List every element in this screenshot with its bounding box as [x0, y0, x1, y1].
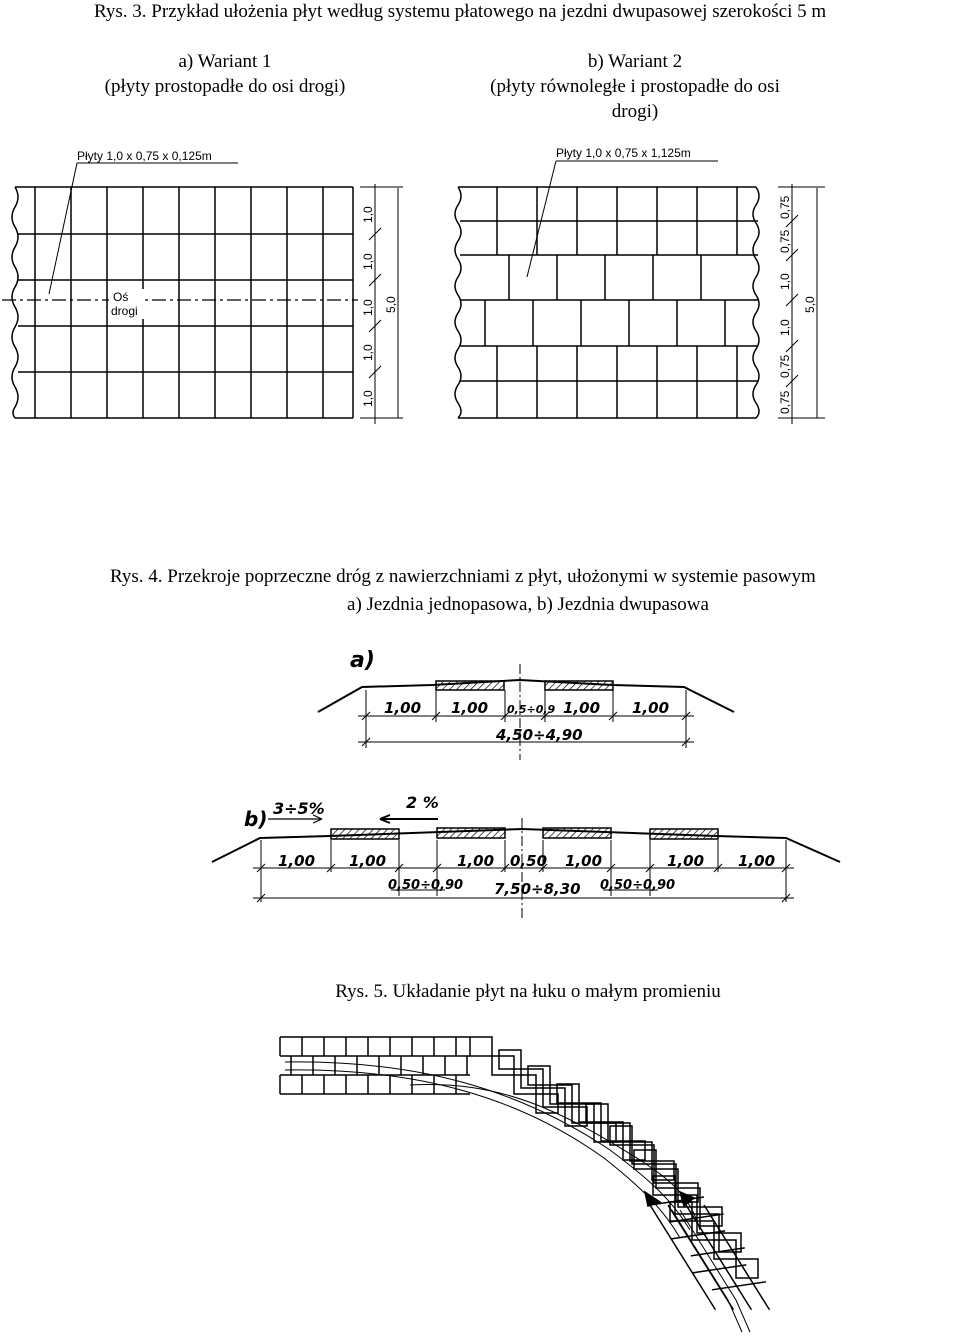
- cross-section-b-dim-1: 1,00: [278, 852, 316, 870]
- cross-section-a-dim-4: 1,00: [563, 699, 601, 717]
- curve-plate: [586, 1104, 608, 1123]
- cross-section-b-dim-3: 1,00: [457, 852, 495, 870]
- fig3-caption: Rys. 3. Przykład ułożenia płyt według systemu płatowego na jezdni dwupasowej szerokości 5 m: [94, 1, 827, 22]
- cross-section-b-label: b): [244, 807, 268, 831]
- variant-a-dim-total: 5,0: [384, 296, 398, 313]
- cross-section-b-dim-4: 0,50: [510, 852, 548, 870]
- curve-plate: [470, 1037, 492, 1056]
- fig4-caption-line2: a) Jezdnia jednopasowa, b) Jezdnia dwupasowa: [347, 594, 709, 615]
- variant-b-dim-5: 0,75: [778, 354, 792, 378]
- cross-section-a-dim-total: 4,50÷4,90: [496, 726, 583, 744]
- fig4-caption-line1: Rys. 4. Przekroje poprzeczne dróg z nawierzchniami z płyt, ułożonymi w systemie pasowym: [110, 566, 816, 587]
- variant-b-title: b) Wariant 2: [587, 51, 683, 72]
- curve-plate: [692, 1221, 714, 1240]
- curve-plate: [557, 1084, 579, 1103]
- curve-plate-layout: [280, 1037, 769, 1332]
- fig5-caption: Rys. 5. Układanie płyt na łuku o małym promieniu: [335, 981, 721, 1002]
- cross-section-b-gap-right: 0,50÷0,90: [600, 878, 676, 893]
- cross-section-b-gap-left: 0,50÷0,90: [388, 878, 464, 893]
- cross-section-b-dim-total: 7,50÷8,30: [494, 880, 581, 898]
- variant-b-dim-4: 1,0: [778, 319, 792, 336]
- cross-section-b-dim-5: 1,00: [565, 852, 603, 870]
- variant-a-plate-label: Płyty 1,0 x 0,75 x 0,125m: [77, 149, 212, 163]
- cross-section-a-dim-1: 1,00: [384, 699, 422, 717]
- variant-b-subtitle-line1: (płyty równoległe i prostopadłe do osi: [490, 76, 780, 97]
- curve-plate: [499, 1050, 521, 1069]
- sloped-plate-joint: [671, 1231, 725, 1239]
- variant-b-dim-3: 1,0: [778, 273, 792, 290]
- variant-b-dim-total: 5,0: [803, 296, 817, 313]
- variant-a-dim-1: 1,0: [361, 206, 375, 223]
- curve-plate: [579, 1103, 601, 1122]
- cross-section-b-dim-7: 1,00: [738, 852, 776, 870]
- variant-a-title: a) Wariant 1: [178, 51, 272, 72]
- variant-a-dim-5: 1,0: [361, 390, 375, 407]
- curve-plate: [492, 1056, 514, 1075]
- variant-b-dim-2: 0,75: [778, 229, 792, 253]
- variant-a-dim-2: 1,0: [361, 253, 375, 270]
- cross-section-a-dim-2: 1,00: [451, 699, 489, 717]
- variant-a-subtitle: (płyty prostopadłe do osi drogi): [104, 76, 346, 97]
- variant-b-dim-6: 0,75: [778, 390, 792, 414]
- axis-label-line2: drogi: [111, 304, 138, 318]
- slope-left-label: 3÷5%: [273, 799, 325, 818]
- variant-b-subtitle-line2: drogi): [611, 101, 659, 122]
- curve-guide-line: [285, 1070, 680, 1238]
- cross-section-b-dim-6: 1,00: [667, 852, 705, 870]
- variant-b-dim-1: 0,75: [778, 195, 792, 219]
- axis-label-line1: Oś: [113, 290, 129, 304]
- variant-a-dim-3: 1,0: [361, 299, 375, 316]
- cross-section-a-label: a): [350, 648, 375, 673]
- slope-road-label: 2 %: [406, 793, 439, 812]
- cross-section-b-dim-2: 1,00: [349, 852, 387, 870]
- cross-section-a-dim-5: 1,00: [632, 699, 670, 717]
- variant-b-plate-label: Płyty 1,0 x 0,75 x 1,125m: [556, 146, 691, 160]
- variant-a-dim-4: 1,0: [361, 344, 375, 361]
- cross-section-a-dim-3: 0,5÷0,9: [507, 703, 556, 716]
- sloped-plate-joint: [692, 1265, 746, 1273]
